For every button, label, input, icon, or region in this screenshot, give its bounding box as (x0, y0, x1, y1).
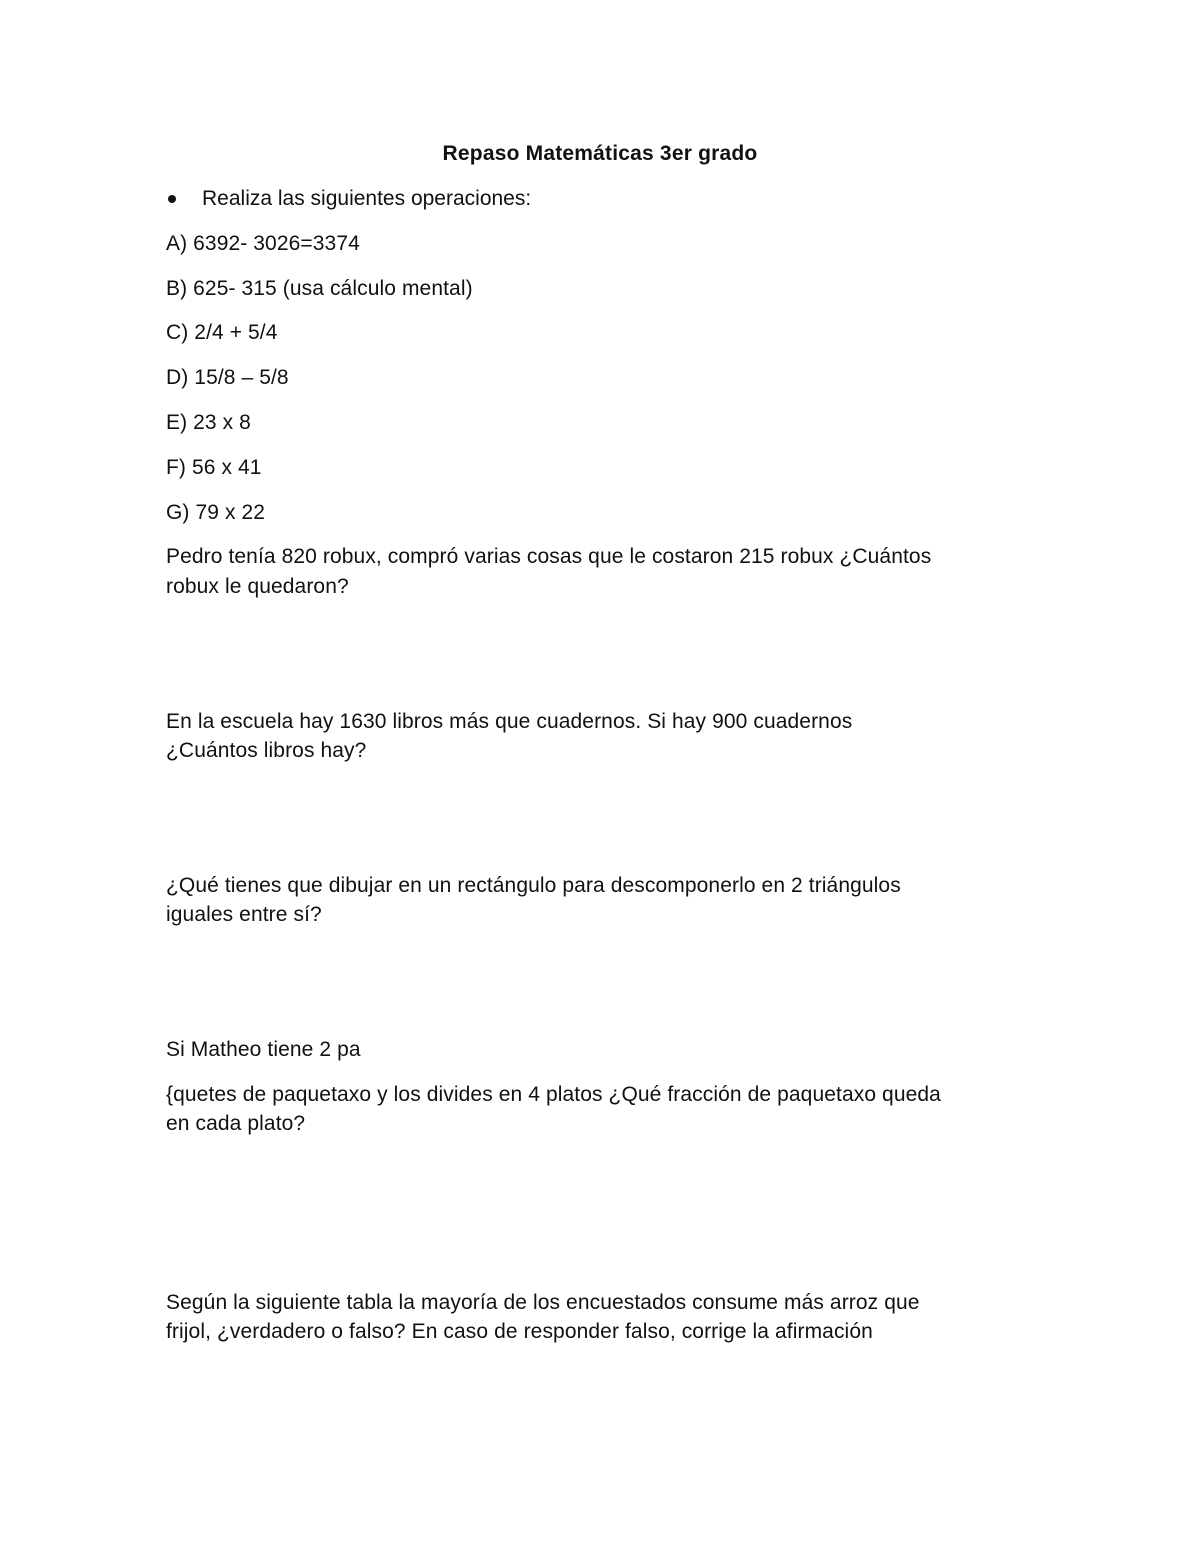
problem-libros-line2: ¿Cuántos libros hay? (166, 739, 367, 762)
instruction-text: Realiza las siguientes operaciones: (202, 187, 532, 210)
problem-rectangulo-line2: iguales entre sí? (166, 903, 322, 926)
operation-a: A) 6392- 3026=3374 (166, 232, 360, 255)
problem-tabla-line1: Según la siguiente tabla la mayoría de los encuestados consume más arroz que (166, 1291, 920, 1314)
bullet-icon (168, 195, 176, 203)
operation-c: C) 2/4 + 5/4 (166, 321, 278, 344)
operation-e: E) 23 x 8 (166, 411, 251, 434)
problem-rectangulo-line1: ¿Qué tienes que dibujar en un rectángulo para descomponerlo en 2 triángulos (166, 874, 901, 897)
problem-paquetaxo-line1: {quetes de paquetaxo y los divides en 4 platos ¿Qué fracción de paquetaxo queda (166, 1083, 941, 1106)
document-title: Repaso Matemáticas 3er grado (442, 142, 758, 165)
problem-libros-line1: En la escuela hay 1630 libros más que cuadernos. Si hay 900 cuadernos (166, 710, 853, 733)
problem-robux-line1: Pedro tenía 820 robux, compró varias cosas que le costaron 215 robux ¿Cuántos (166, 545, 932, 568)
operation-f: F) 56 x 41 (166, 456, 262, 479)
problem-tabla-line2: frijol, ¿verdadero o falso? En caso de responder falso, corrige la afirmación (166, 1320, 873, 1343)
problem-paquetaxo-line2: en cada plato? (166, 1112, 306, 1135)
operation-g: G) 79 x 22 (166, 501, 266, 524)
problem-matheo-line1: Si Matheo tiene 2 pa (166, 1038, 361, 1061)
operation-b: B) 625- 315 (usa cálculo mental) (166, 277, 473, 300)
problem-robux-line2: robux le quedaron? (166, 575, 349, 598)
operation-d: D) 15/8 – 5/8 (166, 366, 289, 389)
